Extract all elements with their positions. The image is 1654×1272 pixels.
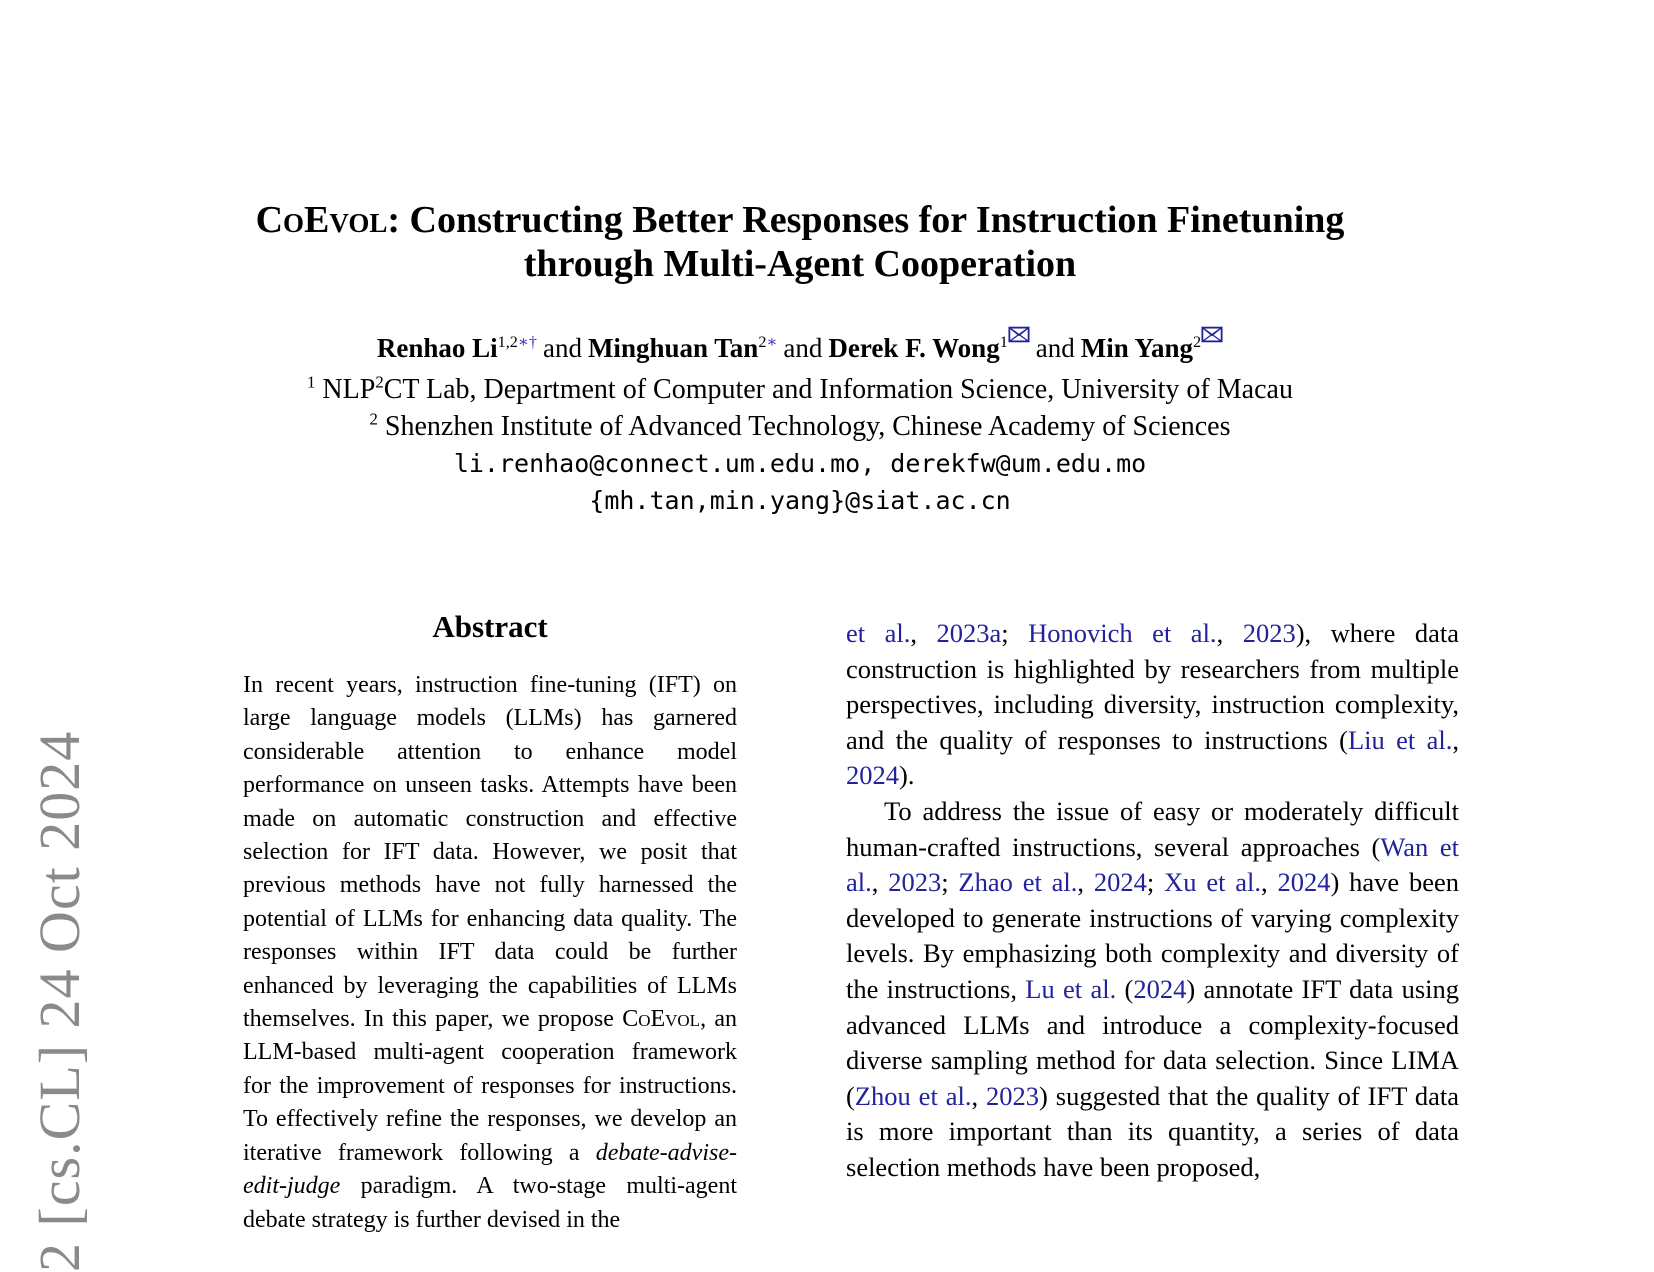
envelope-icon [1008, 326, 1030, 348]
smallcaps-text: CoEvol [255, 199, 388, 241]
affiliation-2 [120, 408, 1480, 445]
text-run: : Constructing Better Responses for Instruction Finetuning [387, 199, 1345, 241]
superscript: 2 [375, 372, 384, 392]
citation-link[interactable]: Zhao et al. [958, 867, 1078, 898]
text-run: , [1452, 724, 1459, 755]
paper-title-line1 [120, 198, 1480, 242]
superscript: 2 [369, 409, 378, 429]
text-run: ) suggested that the quality of IFT data is more important than its quantity, a series of data selection methods have been proposed, [846, 1080, 1460, 1182]
superscript: 1,2 [497, 333, 518, 351]
email-line-1: li.renhao@connect.um.edu.mo, derekfw@um.edu.mo [453, 449, 1147, 478]
superscript: 2 [758, 333, 767, 351]
abstract-heading: Abstract [432, 609, 548, 644]
text-run: , [1077, 867, 1094, 898]
citation-link[interactable]: Wan et al. [846, 831, 1459, 898]
email-line-2: {mh.tan,min.yang}@siat.ac.cn [589, 486, 1011, 515]
text-run: ( [1116, 973, 1134, 1004]
text-run: , [1261, 867, 1278, 898]
text-run: Shenzhen Institute of Advanced Technology, Chinese Academy of Sciences [377, 411, 1231, 442]
text-run: In recent years, instruction fine-tuning (IFT) on large language models (LLMs) has garnered considerable attention to enhance model performance on unseen tasks. Attempts have been made on automatic construction and effective selection for IFT data. However, we posit that previous methods have not fully harnessed the potential of LLMs for enhancing data quality. The responses within IFT data could be further enhanced by leveraging the capabilities of LLMs themselves. In this paper, we propose [243, 672, 737, 1033]
citation-link[interactable]: 2024 [1133, 973, 1187, 1004]
text-run: , [1216, 618, 1243, 648]
affiliation-1 [120, 371, 1480, 408]
paper-title-line2: through Multi-Agent Cooperation [523, 243, 1077, 285]
author-note-superscript: ∗† [517, 333, 537, 351]
arxiv-watermark: 2 [cs.CL] 24 Oct 2024 [27, 730, 92, 1272]
author-line [120, 326, 1480, 365]
abstract-paragraph [243, 669, 737, 1237]
text-run: , [910, 618, 937, 648]
intro-paragraph-1 [846, 616, 1459, 794]
text-run: ) annotate IFT data using advanced LLMs and introduce a complexity-focused diverse sampling method for data selection. Since LIMA ( [846, 973, 1460, 1111]
text-run: CT Lab, Department of Computer and Information Science, University of Macau [383, 374, 1293, 405]
text-run: ) have been developed to generate instructions of varying complexity levels. By emphasizing both complexity and diversity of the instructions, [846, 867, 1460, 1004]
intro-paragraph-2 [846, 794, 1459, 1186]
text-run: ; [941, 867, 959, 898]
citation-link[interactable]: 2024 [846, 760, 899, 791]
superscript: 2 [1193, 333, 1202, 351]
citation-link[interactable]: 2023a [936, 618, 1002, 648]
citation-link[interactable]: 2024 [1277, 867, 1331, 898]
author-name: Derek F. Wong [828, 333, 1000, 363]
envelope-icon [1201, 326, 1223, 348]
smallcaps-text: CoEvol [622, 1006, 701, 1033]
text-run: , [971, 1080, 987, 1111]
citation-link[interactable]: Zhou et al. [854, 1080, 972, 1111]
author-name: Renhao Li [376, 333, 498, 363]
text-run: , [871, 867, 889, 898]
author-name: Min Yang [1080, 333, 1194, 363]
text-run: paradigm. A two-stage multi-agent debate strategy is further devised in the [243, 1173, 737, 1233]
citation-link[interactable]: Liu et al. [1347, 724, 1453, 755]
text-run: ; [1146, 867, 1165, 898]
paper-header [120, 198, 1480, 519]
author-separator: and [783, 333, 823, 363]
italic-text: debate-advise-edit-judge [243, 1139, 737, 1200]
text-run: NLP [315, 374, 376, 405]
text-run: ), where data construction is highlighted by researchers from multiple perspectives, including diversity, instruction complexity, and the quality of responses to instructions ( [846, 618, 1460, 755]
text-run: , an LLM-based multi-agent cooperation framework for the improvement of responses for instructions. To effectively refine the responses, we develop an iterative framework following a [243, 1006, 737, 1166]
introduction-column [846, 616, 1459, 1186]
citation-link[interactable]: Honovich et al. [1028, 618, 1217, 648]
citation-link[interactable]: 2024 [1093, 867, 1147, 898]
citation-link[interactable]: Xu et al. [1164, 867, 1262, 898]
citation-link[interactable]: 2023 [1242, 618, 1296, 648]
text-run: ; [1001, 618, 1029, 648]
superscript: 1 [307, 372, 316, 392]
citation-link[interactable]: 2023 [986, 1080, 1040, 1111]
author-name: Minghuan Tan [587, 333, 759, 363]
superscript: 1 [999, 333, 1008, 351]
citation-link[interactable]: 2023 [888, 867, 942, 898]
text-run: To address the issue of easy or moderately difficult human-crafted instructions, several approaches ( [846, 795, 1459, 862]
citation-link[interactable]: et al. [846, 618, 911, 648]
text-run: ). [899, 760, 915, 791]
author-separator: and [1035, 333, 1075, 363]
author-separator: and [542, 333, 582, 363]
author-note-superscript: ∗ [766, 333, 778, 351]
abstract-section [243, 610, 737, 1237]
paper-title [120, 198, 1480, 286]
citation-link[interactable]: Lu et al. [1025, 973, 1117, 1004]
